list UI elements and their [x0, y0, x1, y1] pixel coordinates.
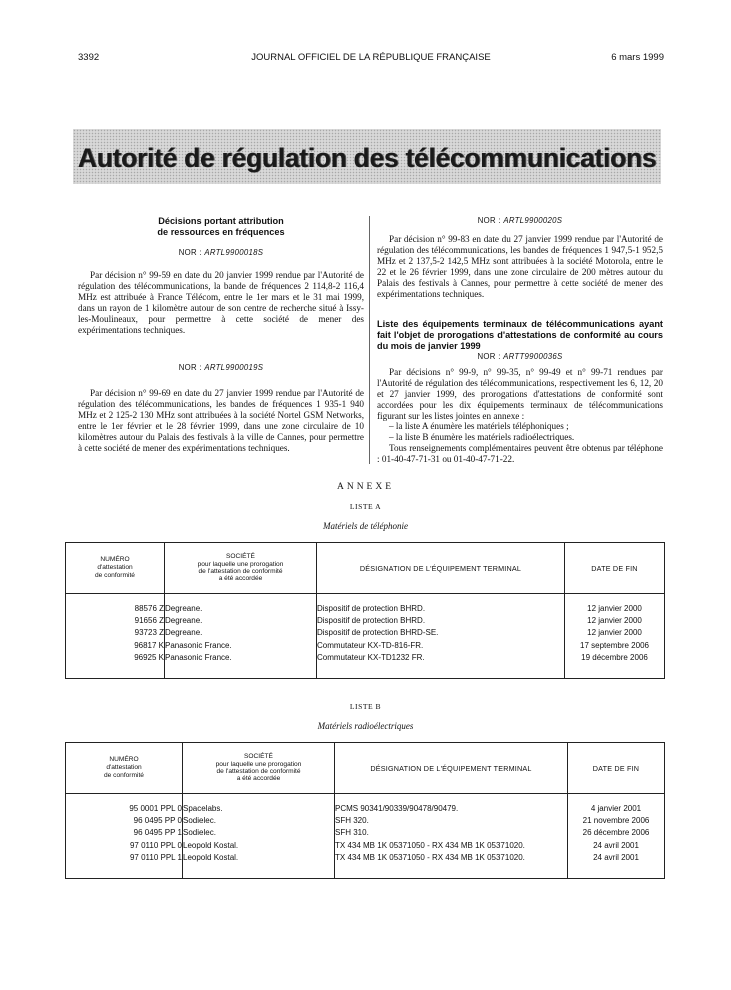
decisions-heading [78, 216, 364, 238]
table-list-b [65, 742, 665, 879]
table-cell: Leopold Kostal. [183, 852, 239, 862]
table-cell: Dispositif de protection BHRD. [317, 616, 426, 626]
table-cell: 96817 K [134, 640, 164, 650]
table-cell: 96 0495 PP 0 [133, 816, 182, 826]
table-cell: 24 avril 2001 [593, 840, 639, 850]
table-cell: 91656 Z [134, 616, 164, 626]
text-line: d'attestation [106, 763, 142, 771]
list-heading: Liste des équipements terminaux de télécommunications ayant fait l'objet de prorogations d'attestations de conformité au cours du mois de janvier 1999 [377, 319, 663, 351]
table-header-row [66, 543, 665, 594]
list-item: – la liste B énumère les matériels radioélectriques. [389, 432, 575, 442]
table-cell: 4 janvier 2001 [590, 804, 642, 813]
nor-reference: NOR : ARTT9900036S [477, 352, 563, 361]
text-line: de l'attestation de conformité [216, 768, 301, 775]
list-b-subtitle: Matériels radioélectriques [317, 721, 414, 731]
text-line: pour laquelle une prorogation [197, 560, 284, 568]
table-cell: Degreane. [165, 628, 203, 638]
nor-reference: NOR : ARTL9900018S [178, 248, 264, 257]
section-title: Autorité de régulation des télécommunications [77, 143, 657, 173]
table-header-row [66, 743, 665, 794]
table-cell: TX 434 MB 1K 05371050 - RX 434 MB 1K 05371020. [335, 840, 525, 850]
table-cell: Degreane. [165, 616, 203, 626]
decision-paragraph: Par décision n° 99-59 en date du 20 janvier 1999 rendue par l'Autorité de régulation des télécommunications, la bande de fréquences 2 114,8-2 116,4 MHz est attribuée à France Télécom, entre le 1er mars et le 31 mai 1999, dans un rayon de 1 kilomètre autour de son centre de recherche situé à Issy-les-Moulineaux, pour permettre à cette société de mener des expérimentations techniques. [78, 270, 364, 335]
header-date-fin: DATE DE FIN [565, 543, 665, 594]
table-cell: Panasonic France. [165, 652, 232, 662]
text-line: NUMÉRO [100, 555, 130, 563]
table-body-row [66, 594, 665, 679]
text-line: d'attestation [97, 563, 133, 571]
annexe-title: ANNEXE [336, 482, 395, 492]
numero-cell [66, 794, 183, 879]
designation-cell [335, 794, 568, 879]
nor-reference: NOR : ARTL9900019S [178, 363, 264, 372]
page-number: 3392 [78, 52, 100, 63]
table-cell: SFH 320. [335, 816, 369, 826]
table-cell: Dispositif de protection BHRD. [317, 604, 426, 613]
date-fin-cell [565, 594, 665, 679]
list-a-title: LISTE A [349, 502, 382, 511]
text-line: Décisions portant attribution [158, 216, 284, 226]
issue-date: 6 mars 1999 [611, 52, 664, 63]
contact-paragraph: Tous renseignements complémentaires peuvent être obtenus par téléphone : 01-40-47-71-31 ou 01-40-47-71-22. [377, 443, 663, 464]
column-divider [369, 216, 370, 464]
table-cell: 97 0110 PPL 1 [129, 852, 182, 862]
table-cell: Commutateur KX-TD1232 FR. [317, 652, 425, 662]
text-line: de conformité [104, 772, 144, 780]
table-cell: 95 0001 PPL 0 [129, 804, 182, 813]
table-cell: 24 avril 2001 [593, 852, 639, 862]
table-cell: 12 janvier 2000 [587, 604, 642, 613]
table-cell: SFH 310. [335, 828, 369, 838]
table-cell: 17 septembre 2006 [580, 640, 649, 650]
table-cell: Sodielec. [183, 828, 216, 838]
table-cell: 96925 K [134, 652, 164, 662]
table-cell: Commutateur KX-TD-816-FR. [317, 640, 424, 650]
text-line: de conformité [95, 572, 135, 580]
journal-title: JOURNAL OFFICIEL DE LA RÉPUBLIQUE FRANÇAISE [251, 52, 491, 63]
header-societe [183, 743, 335, 794]
text-line: SOCIÉTÉ [226, 553, 255, 561]
table-cell: 12 janvier 2000 [587, 628, 642, 638]
table-cell: 19 décembre 2006 [581, 652, 648, 662]
text-line: de ressources en fréquences [157, 227, 285, 237]
table-cell: TX 434 MB 1K 05371050 - RX 434 MB 1K 05371020. [335, 852, 525, 862]
numero-cell [66, 594, 165, 679]
table-cell: PCMS 90341/90339/90478/90479. [335, 804, 459, 813]
header-designation: DÉSIGNATION DE L'ÉQUIPEMENT TERMINAL [335, 743, 568, 794]
table-cell: Sodielec. [183, 816, 216, 826]
table-cell: Spacelabs. [183, 804, 223, 813]
header-societe [165, 543, 317, 594]
date-fin-cell [568, 794, 665, 879]
text-line: a été accordée [236, 775, 281, 783]
table-cell: 93723 Z [134, 628, 164, 638]
list-b-title: LISTE B [349, 702, 382, 711]
table-cell: 21 novembre 2006 [582, 816, 650, 826]
running-header [78, 52, 664, 66]
table-cell: Dispositif de protection BHRD-SE. [317, 628, 439, 638]
header-numero [66, 743, 183, 794]
table-body-row [66, 794, 665, 879]
nor-reference: NOR : ARTL9900020S [477, 216, 563, 225]
text-line: a été accordée [218, 575, 263, 583]
table-cell: Leopold Kostal. [183, 840, 239, 850]
list-item: – la liste A énumère les matériels téléphoniques ; [389, 421, 569, 431]
decisions-paragraph: Par décisions n° 99-9, n° 99-35, n° 99-49 et n° 99-71 rendues par l'Autorité de régulation des télécommunications, respectivement les 6, 12, 20 et 27 janvier 1999, des prorogations d'attestations de conformité sont accordées pour les dix équipements terminaux de télécommunications figurant sur les listes jointes en annexe : [377, 367, 663, 421]
societe-cell [165, 594, 317, 679]
table-cell: Degreane. [165, 604, 203, 613]
header-date-fin: DATE DE FIN [568, 743, 665, 794]
table-cell: Panasonic France. [165, 640, 232, 650]
header-designation: DÉSIGNATION DE L'ÉQUIPEMENT TERMINAL [317, 543, 565, 594]
text-line: pour laquelle une prorogation [215, 760, 302, 768]
header-numero [66, 543, 165, 594]
table-cell: 88576 Z [134, 604, 164, 613]
text-line: SOCIÉTÉ [244, 753, 273, 761]
decision-paragraph: Par décision n° 99-69 en date du 27 janvier 1999 rendue par l'Autorité de régulation des télécommunications, les bandes de fréquences 1 935-1 940 MHz et 2 125-2 130 MHz sont attribuées à la société Nortel GSM Networks, entre le 1er février et le 28 février 1999, dans une zone circulaire de 10 kilomètres autour du Palais des festivals à la ville de Cannes, pour permettre à cette société de mener des expérimentations techniques. [78, 388, 364, 453]
text-line: NUMÉRO [109, 755, 139, 763]
table-cell: 97 0110 PPL 0 [129, 840, 182, 850]
table-cell: 26 décembre 2006 [582, 828, 650, 838]
table-cell: 96 0495 PP 1 [133, 828, 182, 838]
table-cell: 12 janvier 2000 [587, 616, 642, 626]
list-a-subtitle: Matériels de téléphonie [323, 521, 408, 531]
text-line: de l'attestation de conformité [198, 568, 283, 575]
table-list-a [65, 542, 665, 679]
societe-cell [183, 794, 335, 879]
decision-paragraph: Par décision n° 99-83 en date du 27 janvier 1999 rendue par l'Autorité de régulation des télécommunications, les bandes de fréquences 1 947,5-1 952,5 MHz et 2 137,5-2 142,5 MHz sont attribuées à la société Motorola, entre le 22 et le 26 février 1999, dans une zone circulaire de 200 mètres autour du Palais des festivals à Cannes, pour permettre à cette société de mener des expérimentations techniques. [377, 234, 663, 299]
designation-cell [317, 594, 565, 679]
